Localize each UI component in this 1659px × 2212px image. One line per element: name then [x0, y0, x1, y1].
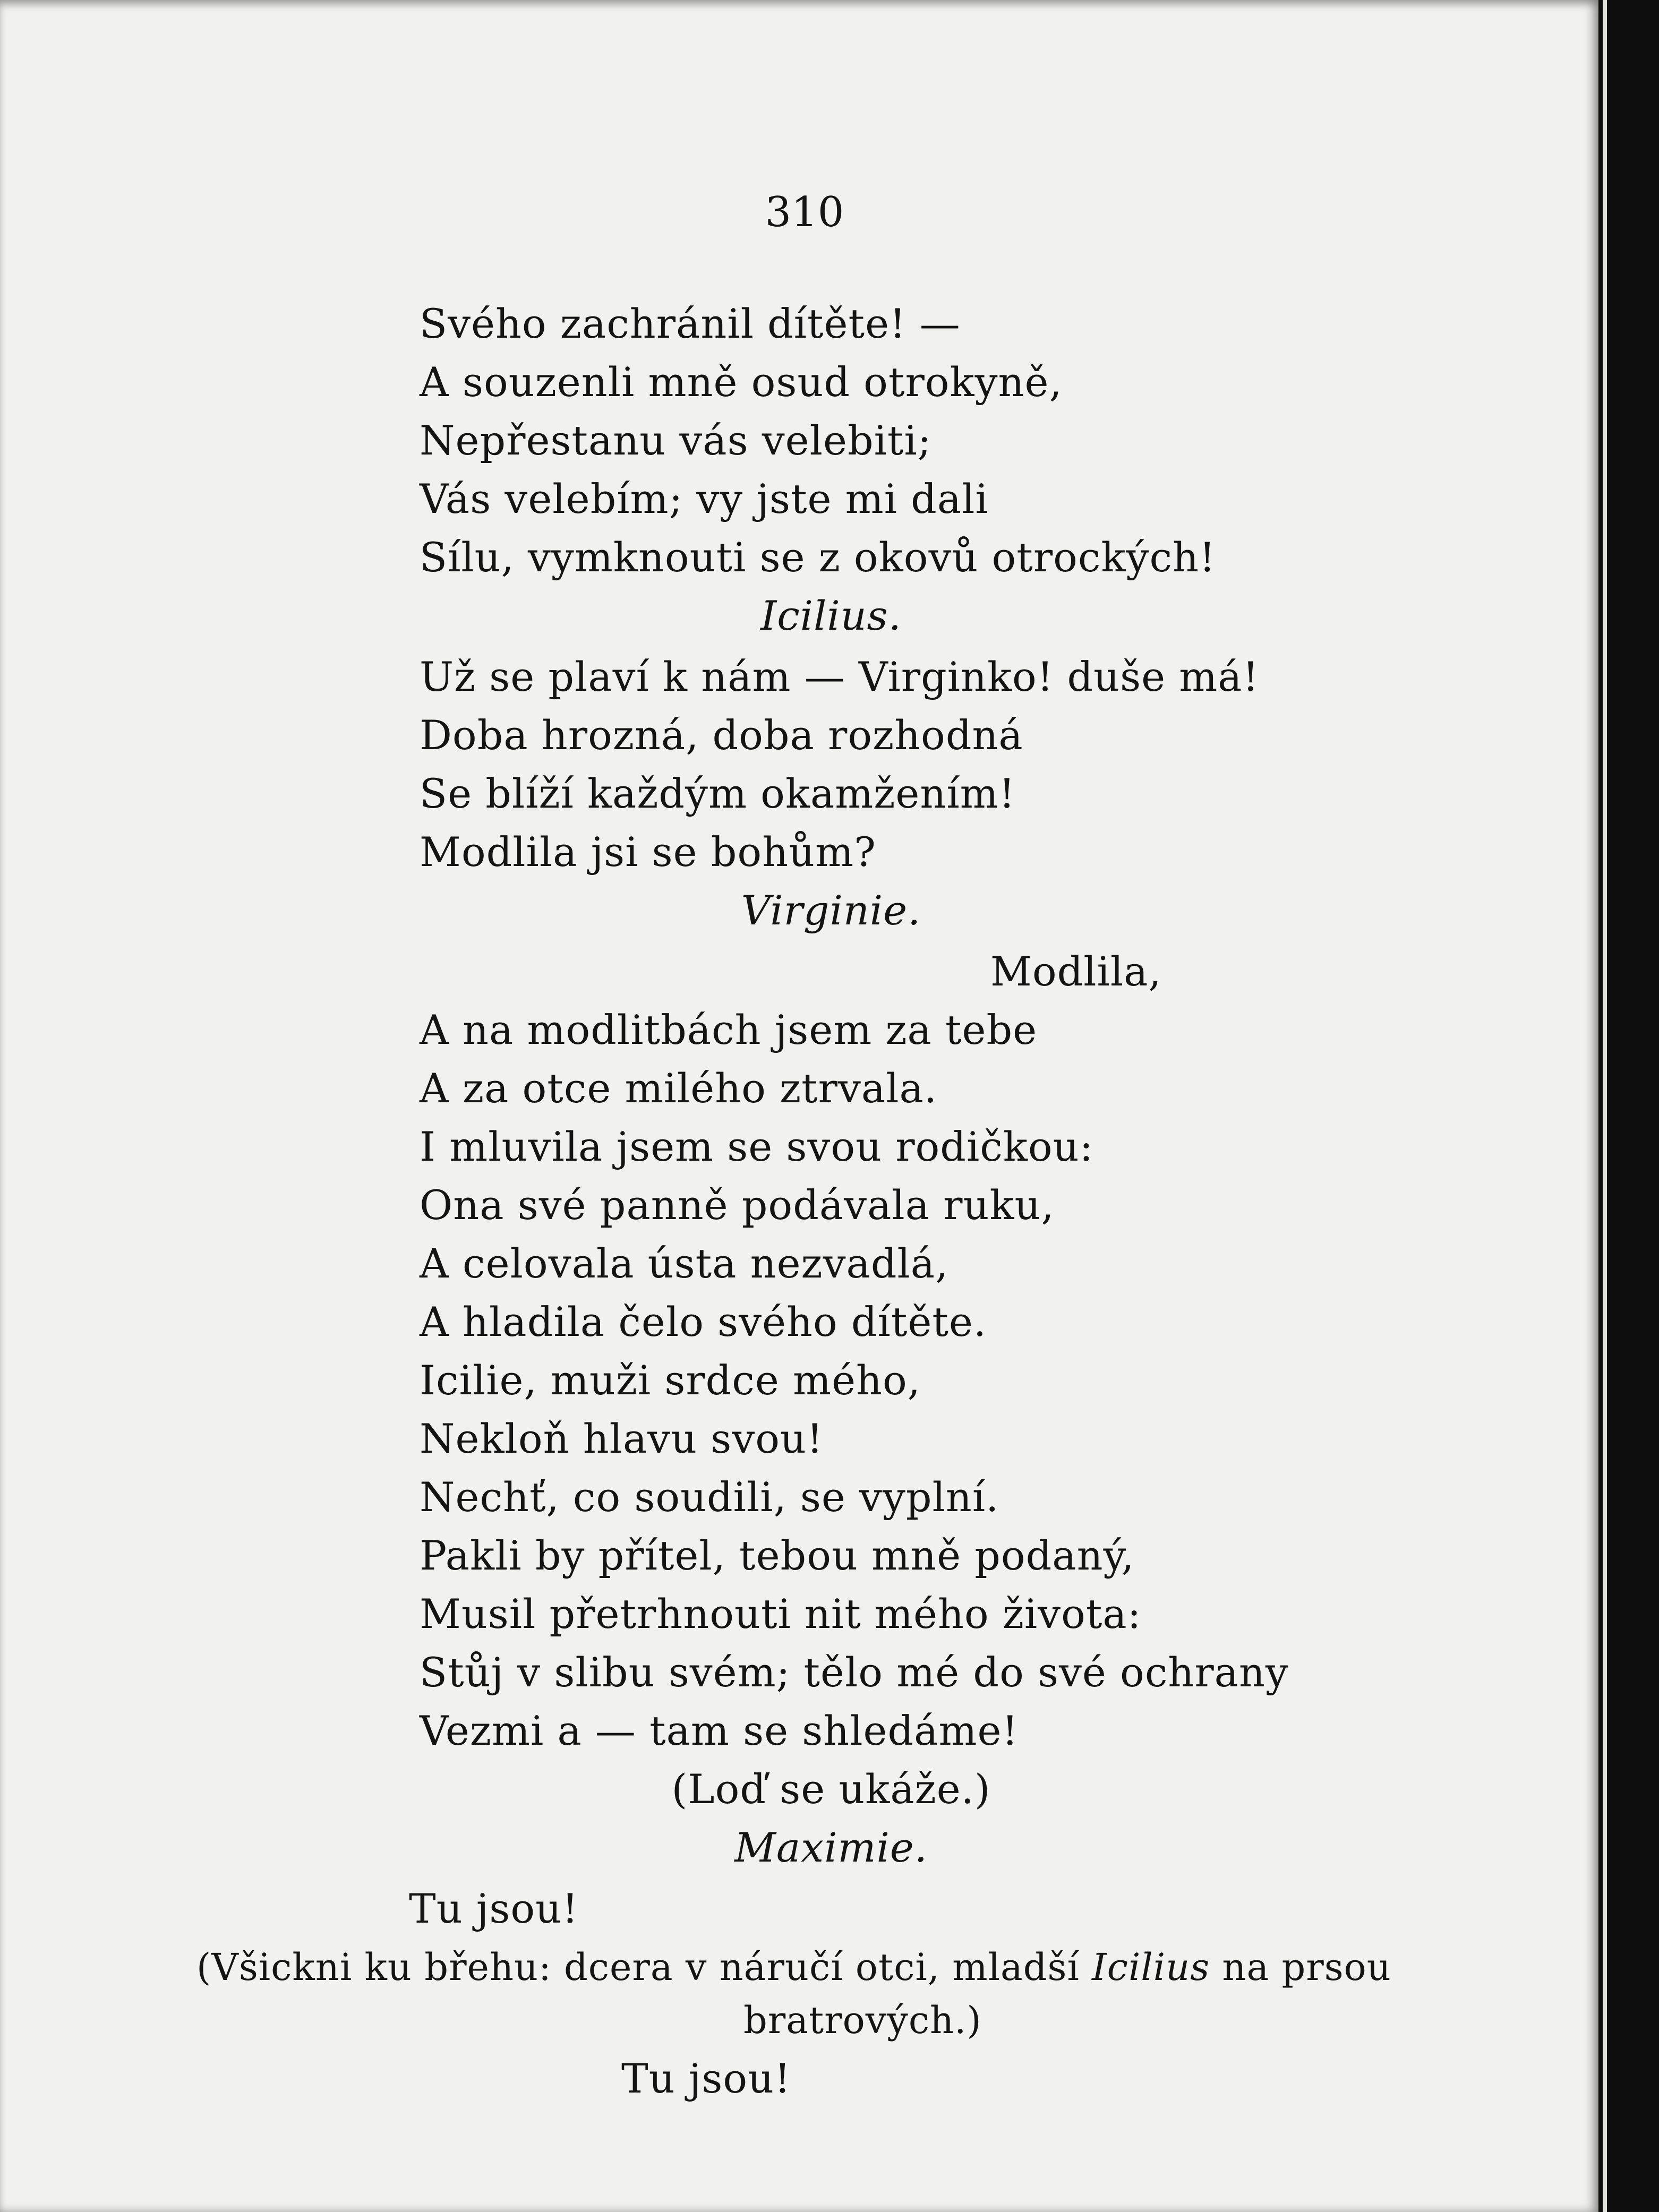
verse-line: Musil přetrhnouti nit mého života:: [420, 1590, 1142, 1637]
verse-line: A na modlitbách jsem za tebe: [420, 1006, 1038, 1053]
verse-line: A za otce milého ztrvala.: [420, 1065, 937, 1112]
verse-line: Doba hrozná, doba rozhodná: [420, 711, 1023, 759]
verse-passage: [0, 295, 1598, 2108]
verse-line: I mluvila jsem se svou rodičkou:: [420, 1123, 1094, 1170]
verse-line: Vás velebím; vy jste mi dali: [420, 475, 989, 522]
page-edge-line: [1603, 0, 1607, 2212]
stage-direction-long: [0, 1938, 1598, 1991]
verse-line: Stůj v slibu svém; tělo mé do své ochrany: [420, 1649, 1289, 1696]
verse-line: Icilie, muži srdce mého,: [420, 1357, 921, 1404]
verse-line: Se blíží každým okamžením!: [420, 770, 1016, 817]
stage-text: (Všickni ku břehu: dcera v náručí otci, mladší: [196, 1945, 1092, 1989]
stage-direction: (Loď se ukáže.): [671, 1765, 991, 1813]
verse-line: Nechť, co soudili, se vyplní.: [420, 1473, 999, 1521]
verse-line-final: Tu jsou!: [621, 2055, 791, 2102]
verse-line: Tu jsou!: [409, 1885, 579, 1932]
verse-line: A souzenli mně osud otrokyně,: [420, 358, 1063, 406]
scan-edge: [1598, 0, 1659, 2212]
verse-line: Už se plaví k nám — Virginko! duše má!: [420, 653, 1260, 700]
verse-line: Modlila jsi se bohům?: [420, 828, 876, 876]
verse-line: Pakli by přítel, tebou mně podaný,: [420, 1532, 1135, 1579]
stage-direction-continuation: bratrových.): [743, 1999, 982, 2042]
verse-line: Sílu, vymknouti se z okovů otrockých!: [420, 534, 1216, 581]
stage-text: na prsou: [1210, 1945, 1391, 1989]
verse-line: A hladila čelo svého dítěte.: [420, 1298, 987, 1345]
stage-name-italic: Icilius: [1092, 1945, 1210, 1989]
verse-line: Ona své panně podávala ruku,: [420, 1181, 1055, 1229]
verse-line: Modlila,: [990, 948, 1162, 995]
speaker-name: Icilius.: [760, 592, 902, 639]
verse-line: Vezmi a — tam se shledáme!: [420, 1707, 1019, 1754]
verse-line: Nepřestanu vás velebiti;: [420, 417, 932, 464]
page-number: 310: [765, 188, 844, 236]
speaker-name: Maximie.: [734, 1824, 928, 1871]
verse-line: A celovala ústa nezvadlá,: [420, 1240, 949, 1287]
verse-line: Svého zachránil dítěte! —: [420, 300, 961, 347]
verse-line: Nekloň hlavu svou!: [420, 1415, 824, 1462]
speaker-name: Virginie.: [741, 887, 921, 934]
